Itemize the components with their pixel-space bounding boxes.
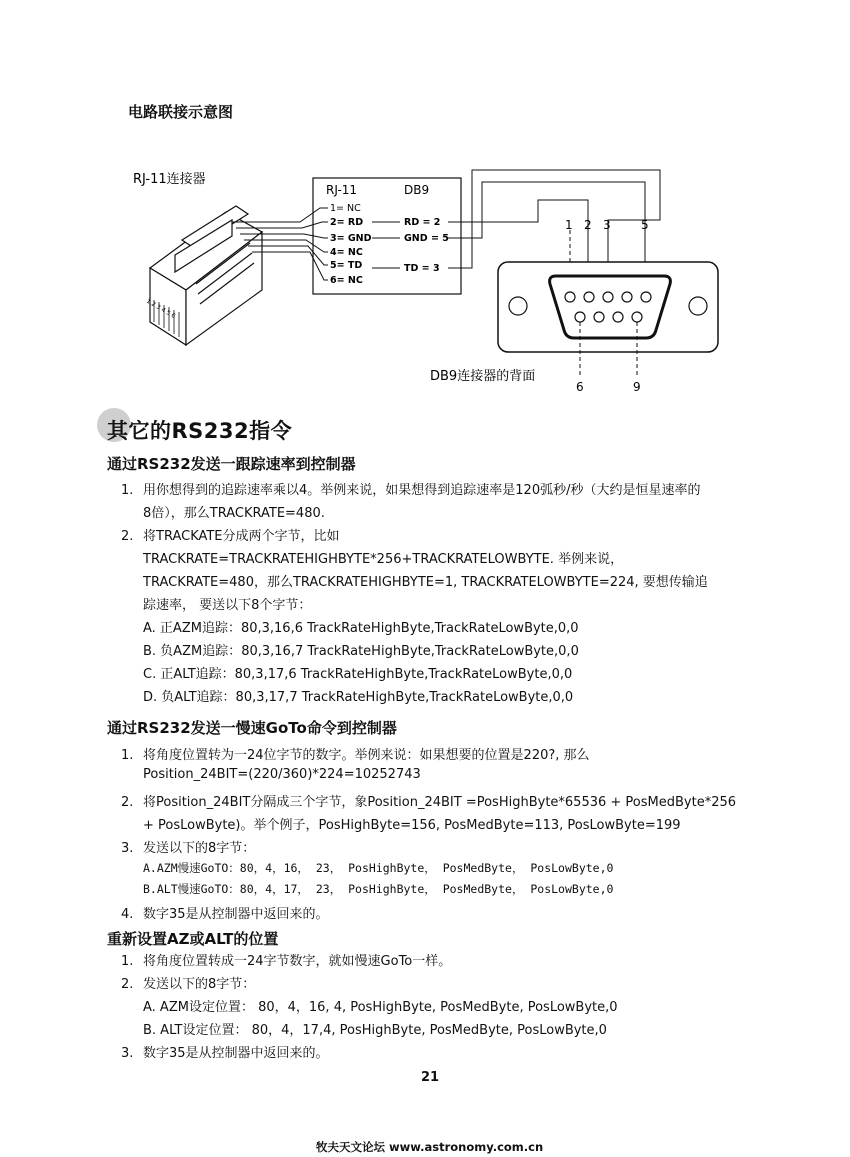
diagram-heading: 电路联接示意图 [128,103,234,121]
db9-top-pin-2: 2 [584,218,592,232]
rj11-plug-drawing [150,206,262,345]
list-number: 4. [121,907,134,922]
sub3-item-3 [121,1042,329,1061]
list-text: 发送以下的8字节： [143,977,256,992]
db9-map-rd: RD = 2 [404,217,441,228]
rj11-pin-6: 6= NC [330,275,363,286]
list-number: 2. [121,529,134,544]
sub1-item-2c: C. 正ALT追踪：80,3,17,6 TrackRateHighByte,TrackRateLowByte,0,0 [143,667,573,682]
section-title: 其它的RS232指令 [107,419,293,443]
list-text: 将Position_24BIT分隔成三个字节，象Position_24BIT =PosHighByte*65536 + PosMedByte*256 [143,795,737,810]
list-number: 1. [121,954,134,969]
sub3-item-2a: A. AZM设定位置： 80，4，16, 4, PosHighByte, PosMedByte, PosLowByte,0 [143,1000,618,1015]
db9-top-pin-1: 1 [565,218,573,232]
list-number: 2. [121,977,134,992]
list-text: 将角度位置转为一24位字节的数字。举例来说：如果想要的位置是220?, 那么 [143,748,590,763]
rj11-pin-3: 3= GND [330,233,372,244]
db9-back-label: DB9连接器的背面 [430,369,536,384]
list-text: 将TRACKATE分成两个字节，比如 [143,529,340,544]
rj11-pin-5: 5= TD [330,260,363,271]
connection-diagram [0,0,850,400]
sub2-item-2 [121,791,736,810]
db9-bottom-pin-9: 9 [633,380,641,394]
db9-connector-drawing [498,262,718,352]
sub3-item-2b: B. ALT设定位置： 80，4，17,4, PosHighByte, PosMedByte, PosLowByte,0 [143,1023,607,1038]
list-text: 发送以下的8字节： [143,841,256,856]
box-db9-title: DB9 [404,183,430,197]
sub2-item-2-cont: + PosLowByte)。举个例子，PosHighByte=156, PosMedByte=113, PosLowByte=199 [143,818,681,833]
sub1-item-2-line4: 踪速率， 要送以下8个字节： [143,598,312,613]
box-internal-lines [372,222,400,268]
list-text: 用你想得到的追踪速率乘以4。举例来说，如果想得到追踪速率是120弧秒/秒（大约是恒星速率的 [143,483,701,498]
sub1-item-1-cont: 8倍），那么TRACKRATE=480. [143,506,325,521]
db9-top-pin-5: 5 [641,218,649,232]
db9-top-pin-3: 3 [603,218,611,232]
sub3-item-1 [121,950,451,969]
list-number: 3. [121,1046,134,1061]
box-rj11-title: RJ-11 [326,183,358,197]
list-number: 1. [121,748,134,763]
list-text: 数字35是从控制器中返回来的。 [143,907,329,922]
page-number: 21 [421,1070,440,1085]
sub2-item-3 [121,837,255,856]
sub1-item-2a: A. 正AZM追踪：80,3,16,6 TrackRateHighByte,TrackRateLowByte,0,0 [143,621,579,636]
sub2-item-4 [121,903,329,922]
sub2-item-3b: B.ALT慢速GoTO：80，4，17， 23， PosHighByte， PosMedByte， PosLowByte,0 [143,882,614,896]
sub1-item-1 [121,479,700,498]
rj11-pin-4: 4= NC [330,247,363,258]
sub1-item-2 [121,525,340,544]
sub2-item-1-cont: Position_24BIT=(220/360)*224=10252743 [143,767,421,782]
list-number: 2. [121,795,134,810]
sub1-item-2-line2: TRACKRATE=TRACKRATEHIGHBYTE*256+TRACKRATELOWBYTE. 举例来说， [143,552,624,567]
sub1-item-2d: D. 负ALT追踪：80,3,17,7 TrackRateHighByte,TrackRateLowByte,0,0 [143,690,574,705]
db9-bottom-pin-6: 6 [576,380,584,394]
rj11-connector-label: RJ-11连接器 [133,172,206,187]
plug-pin-digits: 1 2 3 4 5 6 [145,297,177,320]
list-number: 1. [121,483,134,498]
rj11-pin-2: 2= RD [330,217,364,228]
sub1-item-2b: B. 负AZM追踪：80,3,16,7 TrackRateHighByte,TrackRateLowByte,0,0 [143,644,579,659]
db9-map-gnd: GND = 5 [404,233,449,244]
db9-map-td: TD = 3 [404,263,440,274]
sub1-item-2-line3: TRACKRATE=480，那么TRACKRATEHIGHBYTE=1, TRACKRATELOWBYTE=224, 要想传输追 [143,575,708,590]
subsection-1-title: 通过RS232发送一跟踪速率到控制器 [107,455,356,473]
list-text: 将角度位置转成一24字节数字，就如慢速GoTo一样。 [143,954,452,969]
sub3-item-2 [121,973,255,992]
footer-site: 牧夫天文论坛 www.astronomy.com.cn [316,1140,544,1154]
list-text: 数字35是从控制器中返回来的。 [143,1046,329,1061]
rj11-pin-1: 1= NC [330,203,361,214]
subsection-3-title: 重新设置AZ或ALT的位置 [107,930,279,948]
sub2-item-1 [121,744,590,763]
list-number: 3. [121,841,134,856]
subsection-2-title: 通过RS232发送一慢速GoTo命令到控制器 [107,719,397,737]
sub2-item-3a: A.AZM慢速GoTO：80，4，16， 23， PosHighByte， PosMedByte， PosLowByte,0 [143,861,614,875]
